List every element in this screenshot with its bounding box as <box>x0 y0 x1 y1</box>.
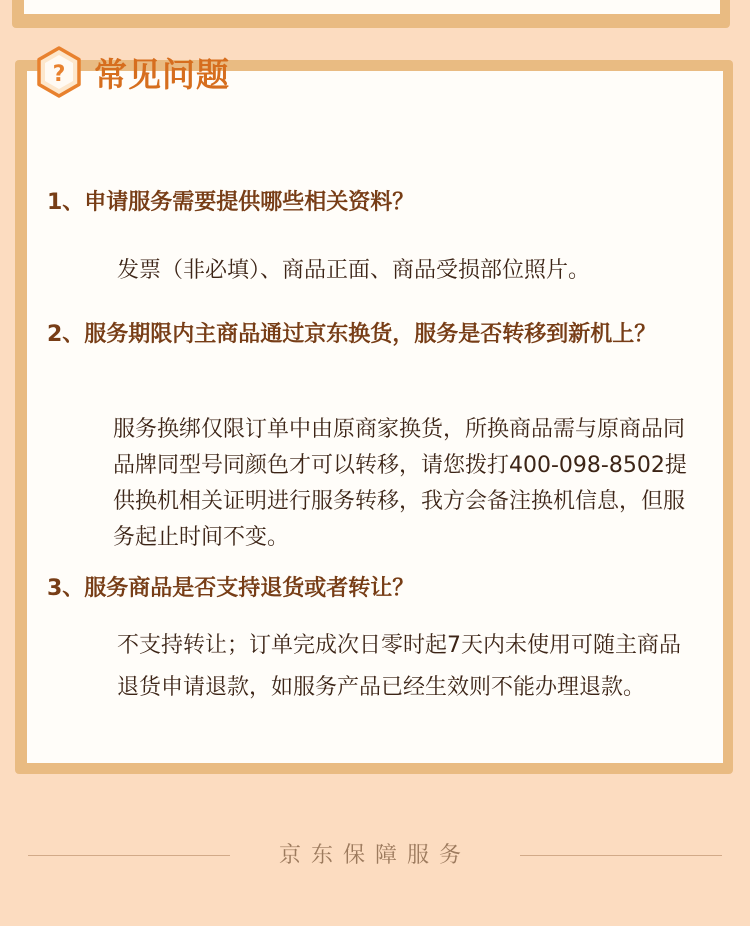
faq-header <box>36 46 230 98</box>
faq-question-1: 1、申请服务需要提供哪些相关资料？ <box>47 190 415 215</box>
previous-section-card-inner <box>24 0 720 14</box>
faq-answer-1: 发票（非必填）、商品正面、商品受损部位照片。 <box>117 258 591 283</box>
faq-answer-2: 服务换绑仅限订单中由原商家换货，所换商品需与原商品同品牌同型号同颜色才可以转移，请您拨打400-098-8502提供换机相关证明进行服务转移，我方会备注换机信息，但服务起止时间不变。 <box>113 417 687 550</box>
previous-section-card <box>12 0 730 28</box>
faq-question-3: 3、服务商品是否支持退货或者转让？ <box>47 576 415 601</box>
faq-answer-3: 不支持转让；订单完成次日零时起7天内未使用可随主商品退货申请退款，如服务产品已经生效则不能办理退款。 <box>117 633 681 700</box>
footer-brand-text: 京东保障服务 <box>278 843 471 868</box>
svg-text:?: ? <box>52 62 66 87</box>
question-hexagon-icon <box>36 46 82 98</box>
faq-title: 常见问题 <box>94 54 230 94</box>
faq-question-2: 2、服务期限内主商品通过京东换货，服务是否转移到新机上？ <box>47 322 657 347</box>
